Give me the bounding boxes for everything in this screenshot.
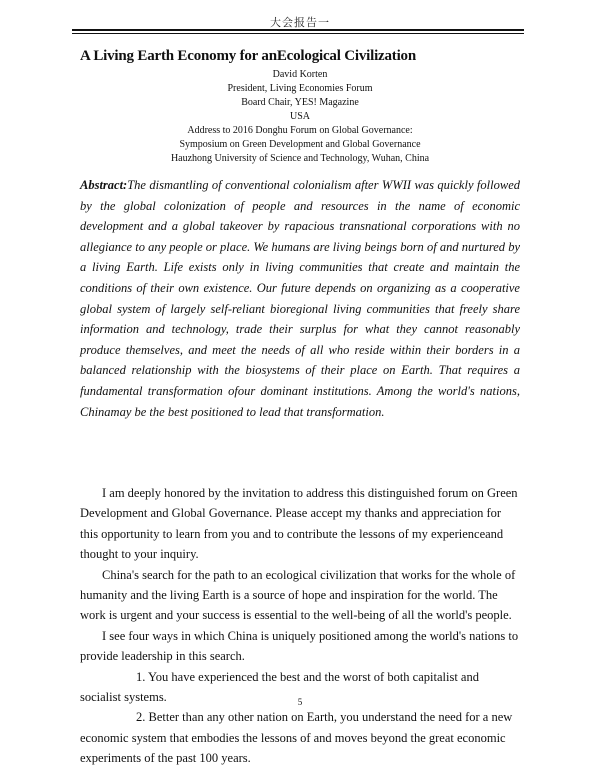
header-rule-thick (72, 29, 524, 31)
body-paragraph: I am deeply honored by the invitation to address this distinguished forum on Green Development and Global Governance. Please accept my thanks and appreciation for this opportunity to learn from you and to contribute the lessons of my experienceand thought to your inquiry. (80, 486, 518, 562)
body-paragraph: China's search for the path to an ecological civilization that works for the whole of humanity and the living Earth is a source of hope and inspiration for the world. The work is urgent and your success is essential to the well-being of all the world's people. (80, 567, 516, 623)
author-name: David Korten (272, 69, 328, 80)
list-item: 2. Better than any other nation on Earth, you understand the need for a new economic system that embodies the lessons of and moves beyond the great economic experiments of the past 100 years. (80, 710, 513, 766)
affiliation-line: Board Chair, YES! Magazine (241, 97, 359, 108)
page-number: 5 (297, 697, 303, 707)
event-line: Address to 2016 Donghu Forum on Global Governance: (187, 125, 413, 136)
abstract-label: Abstract: (80, 178, 128, 192)
abstract-text: The dismantling of conventional colonialism after WWII was quickly followed by the global colonization of people and resources in the name of economic development and a global takeover by rapacious transnational corporations with no allegiance to any people or place. We humans are living beings born of and nurtured by a living Earth. Life exists only in living communities that create and maintain the conditions of their own existence. Our future depends on organizing as a cooperative global system of largely self-reliant bioregional living communities that freely share information and technology, trade their surplus for what they cannot reasonably produce themselves, and meet the needs of all who reside within their borders in a balanced relationship with the biosystems of their place on Earth. That requires a fundamental transformation ofour dominant institutions. Among the world's nations, Chinamay be the best positioned to lead that transformation. (80, 178, 520, 419)
article-title: A Living Earth Economy for anEcological Civilization (80, 48, 416, 64)
author-block (100, 68, 500, 166)
header-rule-thin (72, 33, 524, 34)
affiliation-line: USA (289, 111, 310, 122)
abstract (80, 175, 520, 422)
event-line: Hauzhong University of Science and Technology, Wuhan, China (170, 153, 430, 164)
event-line: Symposium on Green Development and Global Governance (179, 139, 421, 150)
running-header: 大会报告一 (270, 17, 330, 29)
body-text (80, 483, 520, 769)
list-item: 1. You have experienced the best and the worst of both capitalist and socialist systems. (80, 669, 479, 705)
affiliation-line: President, Living Economies Forum (227, 83, 373, 94)
body-paragraph: I see four ways in which China is uniquely positioned among the world's nations to provide leadership in this search. (80, 628, 519, 664)
